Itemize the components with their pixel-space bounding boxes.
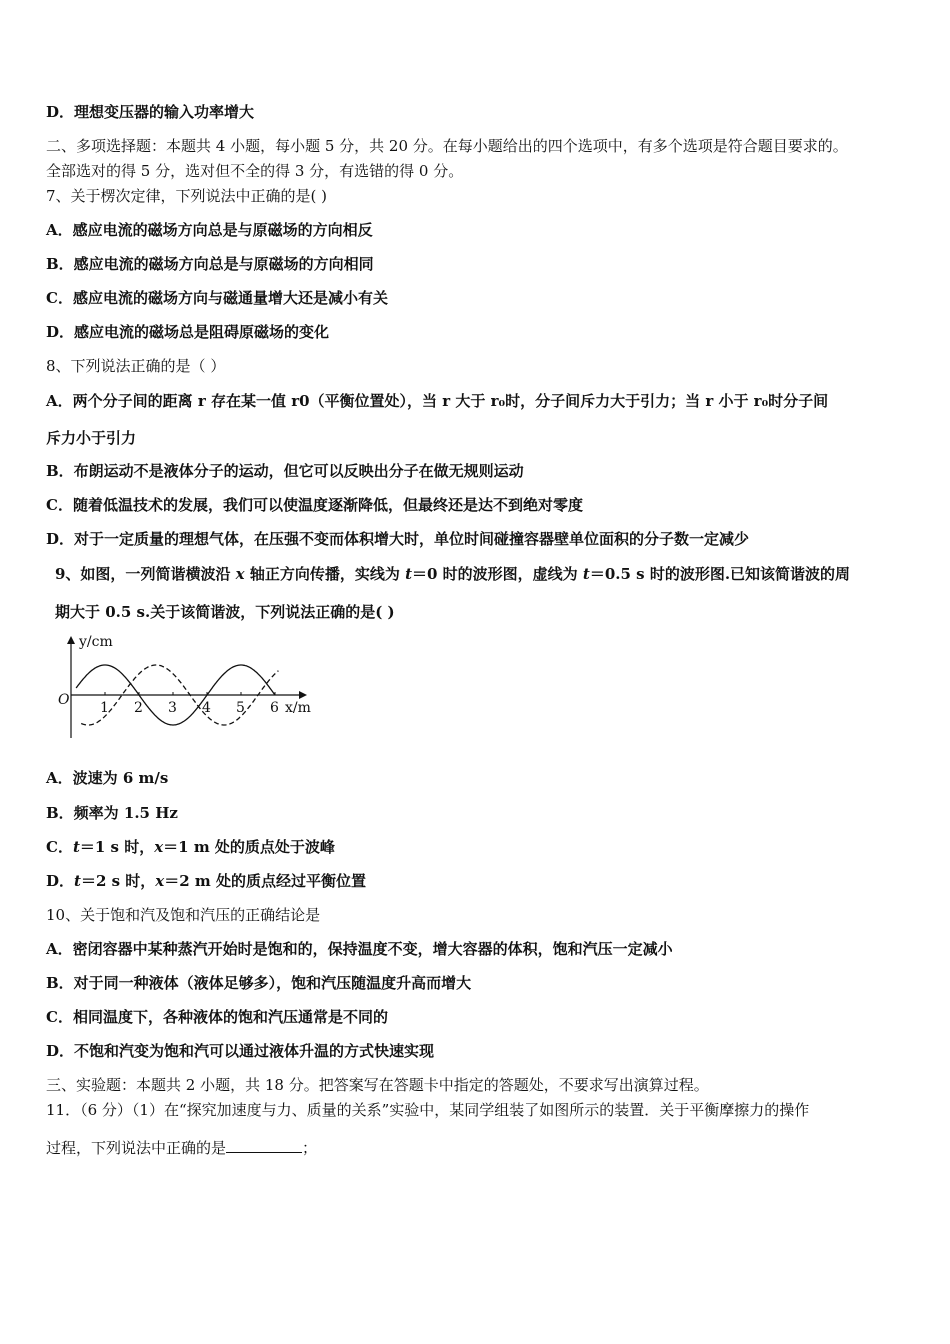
y-axis-label: y/cm <box>79 634 113 650</box>
y-axis-arrow <box>67 636 75 644</box>
q10-option-d: D．不饱和汽变为饱和汽可以通过液体升温的方式快速实现 <box>46 1042 435 1060</box>
q10-option-c: C．相同温度下，各种液体的饱和汽压通常是不同的 <box>46 1008 388 1026</box>
q6-option-d: D．理想变压器的输入功率增大 <box>46 103 255 121</box>
x-tick-label: 4 <box>202 700 211 716</box>
q9-stem-line1: 9、如图，一列简谐横波沿 x 轴正方向传播，实线为 t＝0 时的波形图，虚线为 t＝0.5 s 时的波形图.已知该简谐波的周 <box>55 565 851 583</box>
q7-option-d: D．感应电流的磁场总是阻碍原磁场的变化 <box>46 323 330 341</box>
q8-option-c: C．随着低温技术的发展，我们可以使温度逐渐降低，但最终还是达不到绝对零度 <box>46 496 583 514</box>
x-tick-label: 6 <box>270 700 279 716</box>
x-tick-label: 1 <box>100 700 109 716</box>
q9-option-d: D．t＝2 s 时，x＝2 m 处的质点经过平衡位置 <box>46 872 366 890</box>
x-axis-label: x/m <box>285 700 311 716</box>
section-3-header: 三、实验题：本题共 2 小题，共 18 分。把答案写在答题卡中指定的答题处，不要求写出演算过程。 <box>46 1076 709 1094</box>
q8-option-a-line2: 斥力小于引力 <box>46 429 137 447</box>
x-axis-arrow <box>299 691 307 699</box>
q7-option-a: A．感应电流的磁场方向总是与原磁场的方向相反 <box>46 221 373 239</box>
q8-stem: 8、下列说法正确的是（ ） <box>46 357 226 375</box>
q9-option-c: C．t＝1 s 时，x＝1 m 处的质点处于波峰 <box>46 838 335 856</box>
x-tick-label: 2 <box>134 700 143 716</box>
q8-option-d: D．对于一定质量的理想气体，在压强不变而体积增大时，单位时间碰撞容器壁单位面积的分子数一定减少 <box>46 530 750 548</box>
q7-option-b: B．感应电流的磁场方向总是与原磁场的方向相同 <box>46 255 374 273</box>
q10-option-a: A．密闭容器中某种蒸汽开始时是饱和的，保持温度不变，增大容器的体积，饱和汽压一定减小 <box>46 940 673 958</box>
q9-stem-line2: 期大于 0.5 s.关于该简谐波，下列说法正确的是( ) <box>55 603 395 621</box>
section-2-header-line2: 全部选对的得 5 分，选对但不全的得 3 分，有选错的得 0 分。 <box>46 162 464 180</box>
q7-option-c: C．感应电流的磁场方向与磁通量增大还是减小有关 <box>46 289 388 307</box>
origin-label: O <box>58 692 70 708</box>
x-tick-label: 5 <box>236 700 245 716</box>
q10-option-b: B．对于同一种液体（液体足够多），饱和汽压随温度升高而增大 <box>46 974 472 992</box>
section-2-header-line1: 二、多项选择题：本题共 4 小题，每小题 5 分，共 20 分。在每小题给出的四个选项中，有多个选项是符合题目要求的。 <box>46 137 848 155</box>
q9-option-a: A．波速为 6 m/s <box>46 769 169 787</box>
q7-stem: 7、关于楞次定律，下列说法中正确的是( ) <box>46 187 328 205</box>
x-tick-label: 3 <box>168 700 177 716</box>
q11-line1: 11．（6 分）（1）在“探究加速度与力、质量的关系”实验中，某同学组装了如图所示的装置．关于平衡摩擦力的操作 <box>46 1101 810 1119</box>
answer-blank[interactable] <box>226 1138 302 1153</box>
wave-figure <box>55 630 325 745</box>
q10-stem: 10、关于饱和汽及饱和汽压的正确结论是 <box>46 906 321 924</box>
q8-option-b: B．布朗运动不是液体分子的运动，但它可以反映出分子在做无规则运动 <box>46 462 524 480</box>
q8-option-a-line1: A．两个分子间的距离 r 存在某一值 r0（平衡位置处），当 r 大于 r₀时，分子间斥力大于引力；当 r 小于 r₀时分子间 <box>46 392 829 410</box>
q11-line2: 过程，下列说法中正确的是 ； <box>46 1139 318 1157</box>
q9-option-b: B．频率为 1.5 Hz <box>46 804 178 822</box>
